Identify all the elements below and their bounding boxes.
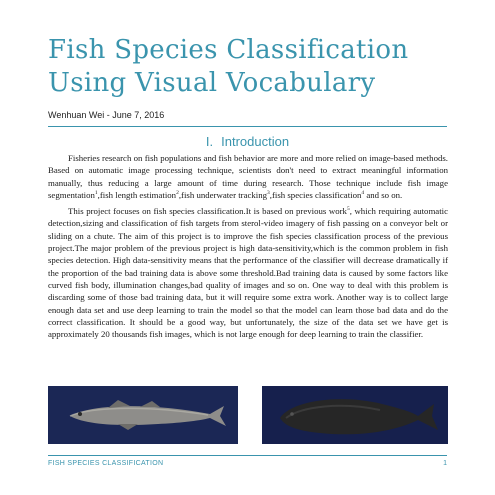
paragraph-text: ,fish underwater tracking xyxy=(178,189,268,200)
citation-marker[interactable]: 3 xyxy=(267,189,270,196)
fish-photo-left xyxy=(48,386,238,444)
section-number: I. xyxy=(205,134,214,149)
paragraph-text: ,fish length estimation xyxy=(97,189,177,200)
flatfish-icon xyxy=(262,386,448,444)
section-heading xyxy=(0,134,495,149)
paragraph-text: , which requiring automatic detection,sizing and classification of fish targets from sterol-video imagery of fish passing on a conveyor belt or sliding on a chute. The aim of this project is to improve the fish species classification process of the previous project.The major problem of the previous project is high data-sensitivity,which is the common problem in fish species detection. High data-sensitivity means that the performance of the classifier will decrease dramatically if the proportion of the bad training data is above some threshold.Bad training data is caused by some factors like curved fish body, illumination changes,bad quality of images and so on. One way to deal with this problem is discarding some of those bad training data, but it will require some extra work. Another way is to collect large enough data set and use deep learning to train the model so that the model can learn those bad data and do the correct classification. It should be a good way, but unfortunately, the size of the data set we have get is approximately 20 thousands fish images, which is not large enough for deep learning to train the classifier. xyxy=(48,206,448,340)
paragraph-text: and so on. xyxy=(364,189,403,200)
citation-marker[interactable]: 1 xyxy=(94,189,98,196)
paragraph-text: ,fish species classification xyxy=(269,189,362,200)
title-line-1: Fish Species Classification xyxy=(48,35,409,65)
paragraph xyxy=(48,152,448,201)
body-text xyxy=(48,152,448,344)
fish-photo-right xyxy=(262,386,448,444)
header-divider xyxy=(48,126,447,127)
citation-marker[interactable]: 5 xyxy=(346,206,350,213)
fish-icon xyxy=(48,386,238,444)
author-date-byline: Wenhuan Wei - June 7, 2016 xyxy=(48,110,165,120)
footer-divider xyxy=(48,455,447,456)
paragraph-text: Fisheries research on fish populations and fish behavior are more and more relied on image-based methods. Based on automatic image processing technique, scientists don't need to extract meaningful information manually, thus reducing a large amount of time during research. Those technique include fish image segmentation xyxy=(48,153,448,200)
figure-row xyxy=(48,386,448,444)
paragraph xyxy=(48,205,448,340)
page-number: 1 xyxy=(443,460,447,467)
section-title: Introduction xyxy=(221,134,290,149)
running-title: FISH SPECIES CLASSIFICATION xyxy=(48,460,164,467)
paragraph-text: This project focuses on fish species classification.It is based on previous work xyxy=(68,206,347,217)
citation-marker[interactable]: 4 xyxy=(361,189,365,196)
paper-title xyxy=(48,34,468,100)
citation-marker[interactable]: 2 xyxy=(176,189,179,196)
title-line-2: Using Visual Vocabulary xyxy=(48,68,376,98)
